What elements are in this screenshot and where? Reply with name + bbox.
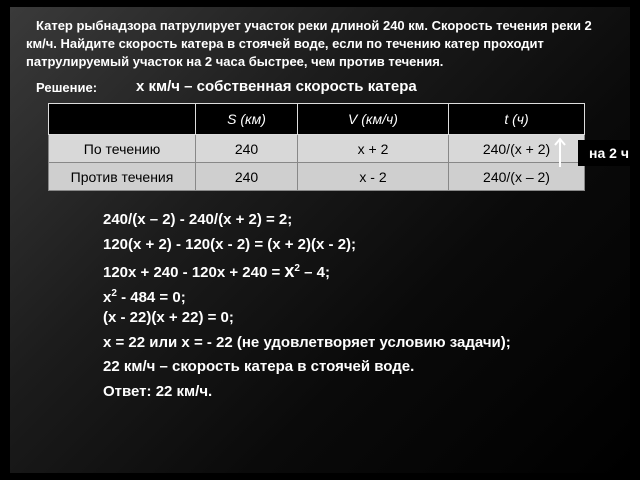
solution-text: x: [103, 288, 112, 306]
table-row: [49, 163, 585, 191]
table-cell: По течению: [49, 135, 196, 163]
table-cell: 240: [196, 135, 298, 163]
problem-statement: Катер рыбнадзора патрулирует участок реки длиной 240 км. Скорость течения реки 2 км/ч. Найдите скорость катера в стоячей воде, если по течению катер проходит патрулируемый участок на 2 часа быстрее, чем против течения.: [26, 18, 592, 69]
motion-table: [48, 103, 585, 191]
arrow-up-icon: [553, 136, 567, 168]
answer-line: Ответ: 22 км/ч.: [103, 382, 213, 400]
table-cell: 240/(x – 2): [449, 163, 585, 191]
solution-text: - 484 = 0;: [116, 288, 186, 306]
table-cell: x + 2: [298, 135, 449, 163]
table-header-row: [49, 104, 585, 135]
solution-line: [103, 282, 511, 307]
solution-label: Решение:: [36, 80, 98, 95]
solution-text: 120x + 240 - 120x + 240 =: [103, 264, 285, 281]
table-row: [49, 135, 585, 163]
table-cell: x - 2: [298, 163, 449, 191]
table-cell: Против течения: [49, 163, 196, 191]
solution-steps: [103, 208, 511, 404]
solution-line: x = 22 или x = - 22 (не удовлетворяет условию задачи);: [103, 333, 511, 351]
time-difference-note: на 2 ч: [578, 140, 640, 166]
solution-text: x: [284, 261, 295, 281]
exponent: 2: [111, 287, 117, 299]
table-header-cell: V (км/ч): [298, 104, 449, 135]
solution-line: 120(x + 2) - 120(x - 2) = (x + 2)(x - 2);: [103, 235, 357, 253]
solution-line: 22 км/ч – скорость катера в стоячей воде.: [103, 358, 415, 375]
solution-line: [103, 257, 511, 282]
table-header-cell: [49, 104, 196, 135]
solution-line: 240/(x – 2) - 240/(x + 2) = 2;: [103, 211, 293, 228]
exponent: 2: [294, 263, 300, 274]
table-cell: 240: [196, 163, 298, 191]
table-header-cell: S (км): [196, 104, 298, 135]
table-header-cell: t (ч): [449, 104, 585, 135]
variable-definition: x км/ч – собственная скорость катера: [136, 78, 417, 95]
table-cell: 240/(x + 2): [449, 135, 585, 163]
solution-line: (x - 22)(x + 22) = 0;: [103, 309, 234, 326]
solution-text: – 4;: [299, 264, 330, 281]
